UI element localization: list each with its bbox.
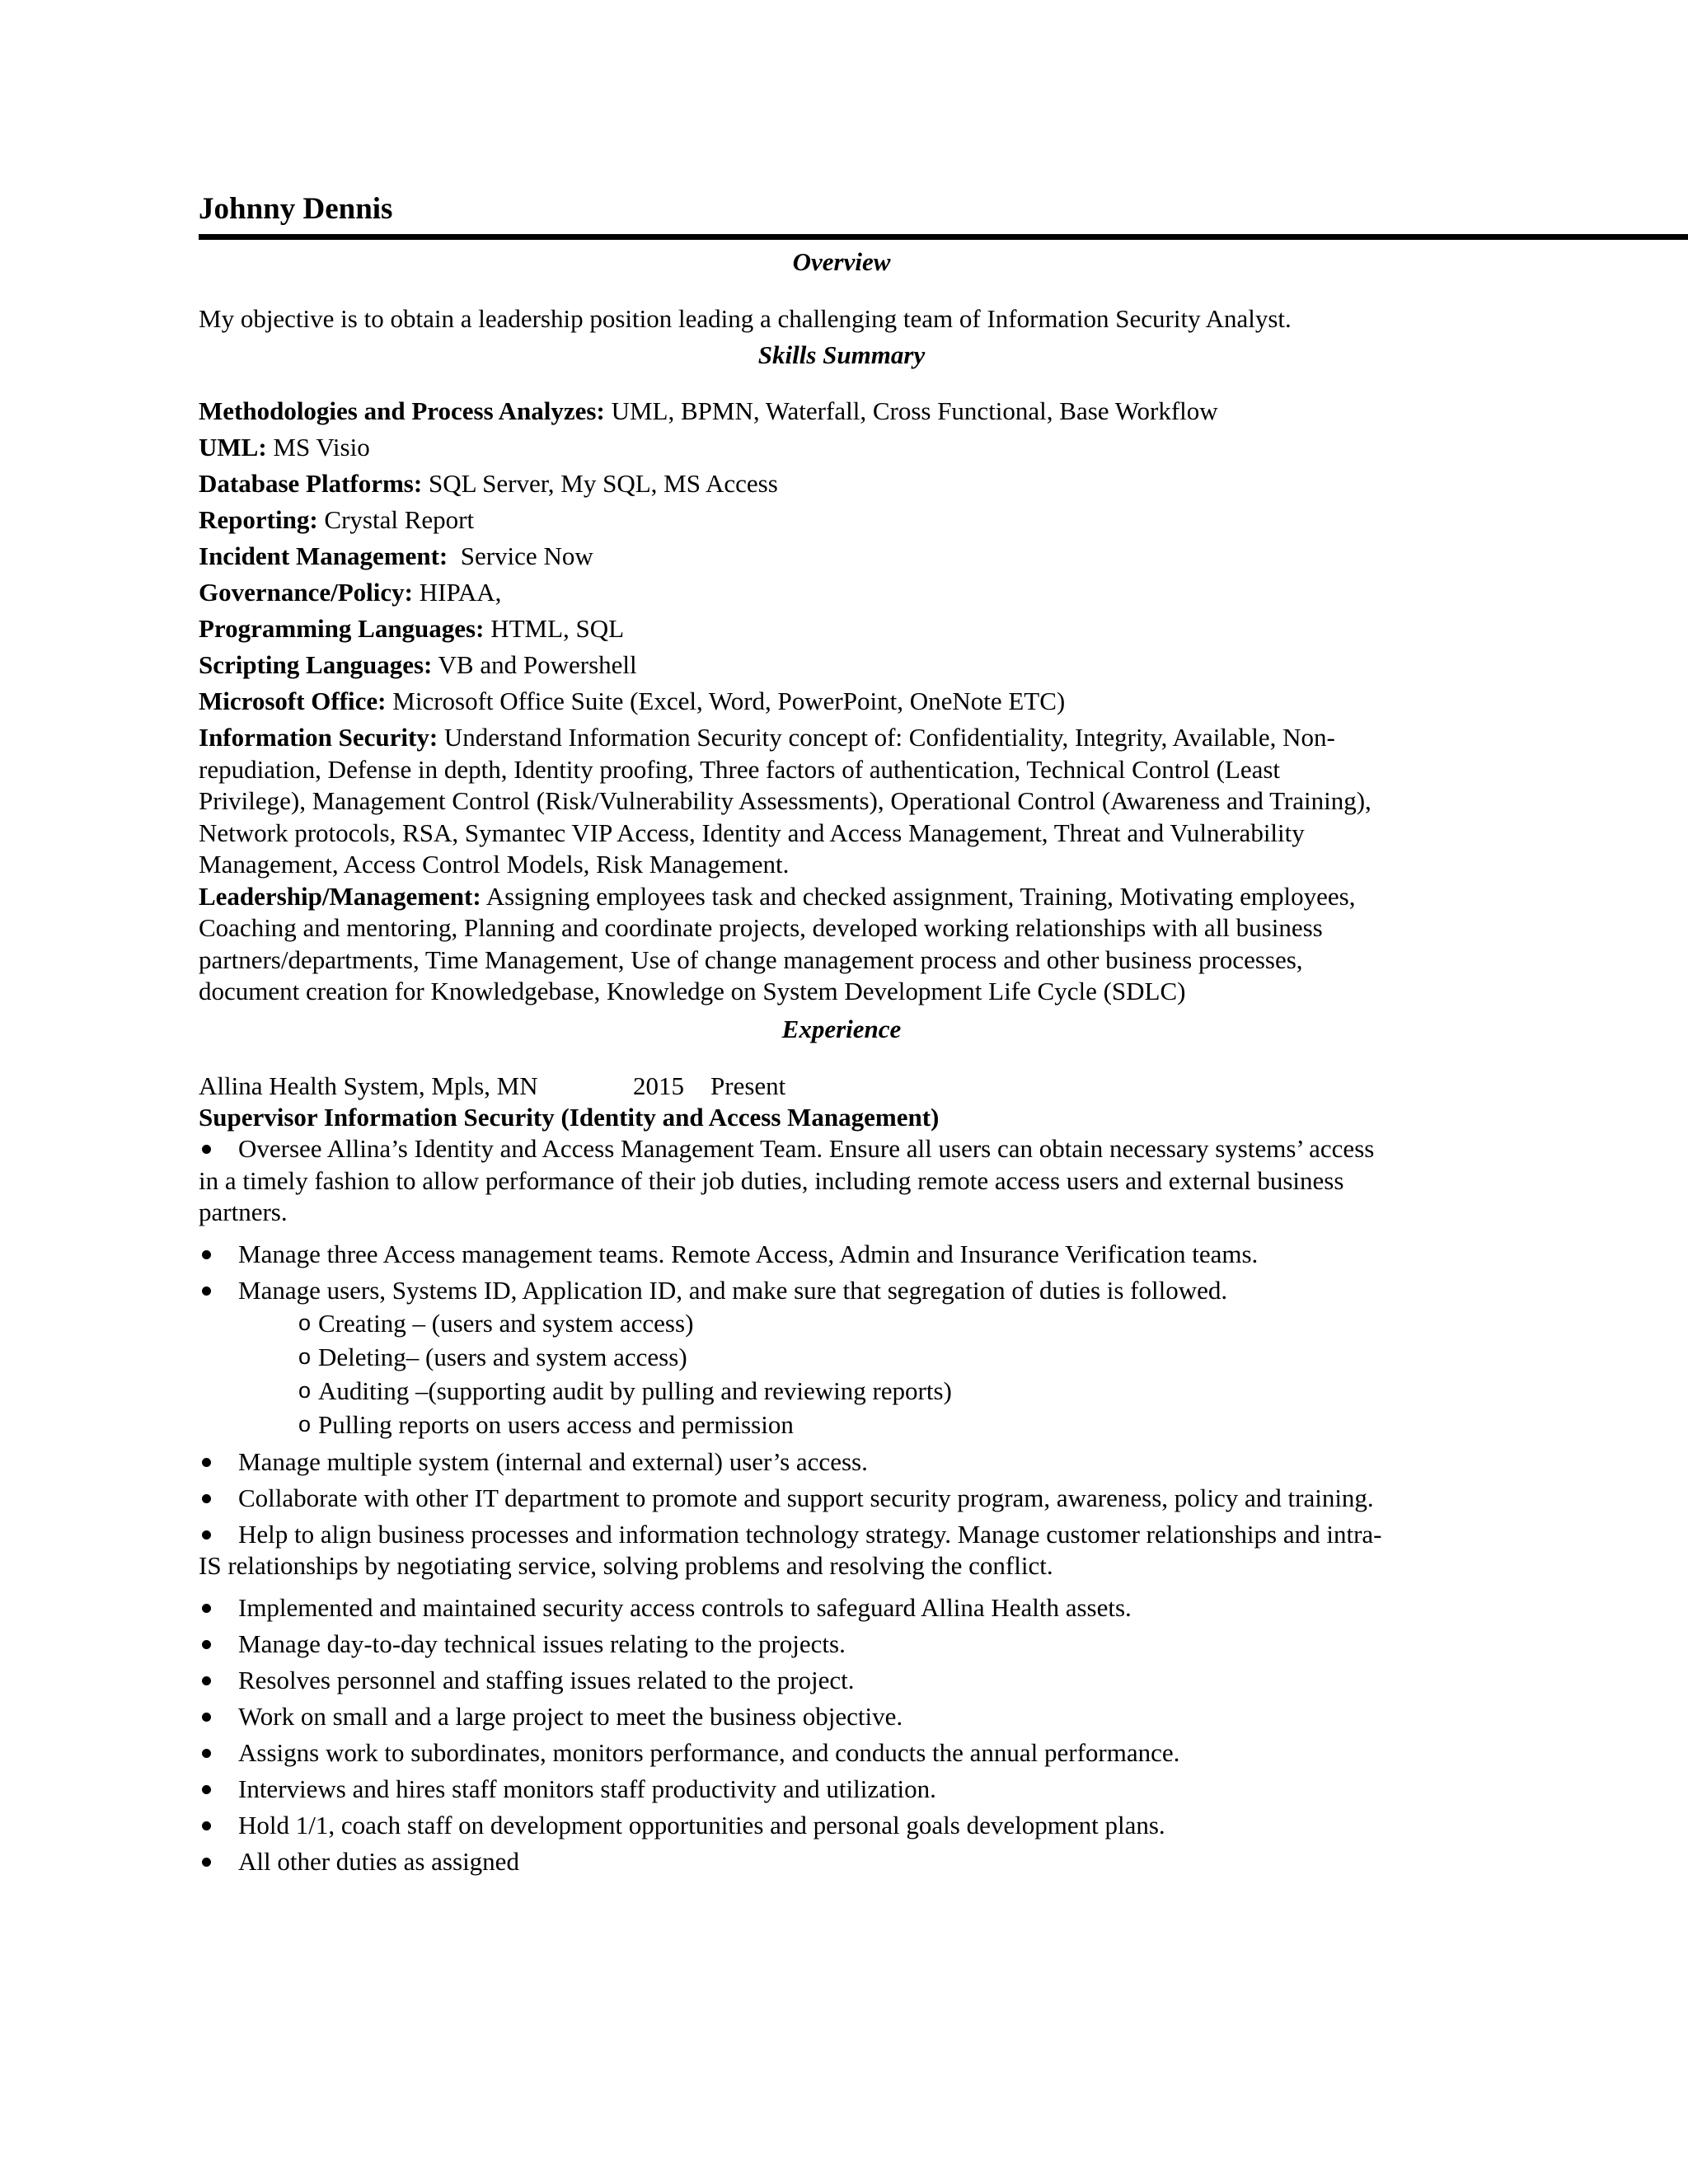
list-item [199,1810,1484,1841]
skill-value-line: document creation for Knowledgebase, Knowledge on System Development Life Cycle (SDLC) [199,977,1186,1005]
list-item [199,1665,1484,1696]
job-end: Present [710,1071,786,1100]
employer: Allina Health System, Mpls, MN [199,1071,538,1100]
skill-label: Database Platforms: [199,469,423,498]
duty-text: Implemented and maintained security access controls to safeguard Allina Health assets. [238,1592,1132,1622]
skill-value: Service Now [448,541,593,570]
job-employer-line [199,1071,786,1102]
skill-value: Crystal Report [317,505,475,534]
skill-label: Governance/Policy: [199,578,413,607]
duty-text: Manage day-to-day technical issues relating to the projects. [238,1629,846,1658]
bullet-icon [202,1530,211,1540]
skill-label: Information Security: [199,723,438,752]
list-item [199,1737,1484,1769]
skill-item [199,468,1484,499]
skill-value-line: partners/departments, Time Management, Use of change management process and other business processes, [199,944,1303,974]
list-item [199,1133,1484,1229]
duty-text: All other duties as assigned [238,1846,519,1876]
duty-text: Oversee Allina’s Identity and Access Management Team. Ensure all users can obtain necessary systems’ access [238,1134,1375,1163]
duty-text: Manage three Access management teams. Remote Access, Admin and Insurance Verification teams. [238,1239,1259,1268]
bullet-icon [202,1286,211,1296]
list-item [199,1446,1484,1478]
overview-heading: Overview [792,247,891,276]
skill-item-information-security [199,722,1484,881]
bullet-icon [202,1821,211,1830]
list-item [199,1239,1484,1270]
duty-text: Manage multiple system (internal and external) user’s access. [238,1446,868,1476]
skill-label: Programming Languages: [199,614,485,643]
overview-text: My objective is to obtain a leadership position leading a challenging team of Information Security Analyst. [199,304,1292,333]
list-item [199,1592,1484,1624]
skill-value-line: Privilege), Management Control (Risk/Vulnerability Assessments), Operational Control (Awareness and Training), [199,786,1372,815]
skill-item [199,686,1484,717]
skills-heading: Skills Summary [757,340,926,369]
duty-text: Help to align business processes and information technology strategy. Manage customer relationships and intra- [238,1519,1382,1549]
bullet-icon [202,1676,211,1685]
skill-value: SQL Server, My SQL, MS Access [422,469,778,498]
sub-duty-text: Auditing –(supporting audit by pulling and reviewing reports) [318,1376,952,1405]
duty-text: Hold 1/1, coach staff on development opportunities and personal goals development plans. [238,1810,1165,1840]
skill-label: Leadership/Management: [199,881,481,911]
sub-list-item [199,1374,1484,1408]
skill-value-line: Management, Access Control Models, Risk Management. [199,850,790,879]
skill-item [199,613,1484,644]
skill-value: VB and Powershell [432,650,637,679]
skill-item [199,504,1484,536]
bullet-icon [202,1749,211,1758]
sub-list-item [199,1340,1484,1374]
candidate-name: Johnny Dennis [199,192,393,226]
skill-value-line: Network protocols, RSA, Symantec VIP Access, Identity and Access Management, Threat and Vulnerability [199,818,1305,847]
duty-text: Manage users, Systems ID, Application ID, and make sure that segregation of duties is followed. [238,1275,1228,1305]
skill-item [199,432,1484,463]
skill-item-leadership [199,881,1484,1008]
skill-value: Microsoft Office Suite (Excel, Word, PowerPoint, OneNote ETC) [386,687,1066,715]
list-item [199,1275,1484,1306]
sub-list-item [199,1306,1484,1340]
duty-text: partners. [199,1197,288,1226]
header-rule [199,234,1688,240]
bullet-icon [202,1250,211,1259]
list-item [199,1701,1484,1732]
duty-text: Assigns work to subordinates, monitors performance, and conducts the annual performance. [238,1737,1180,1767]
skill-label: UML: [199,433,267,462]
circle-bullet-icon: o [298,1343,312,1369]
skill-item [199,396,1484,427]
bullet-icon [202,1494,211,1503]
skills-list [199,396,1484,1008]
skill-value: HTML, SQL [484,614,625,643]
duties-list [199,1133,1484,1882]
skill-label: Incident Management: [199,541,448,570]
skill-value: MS Visio [266,433,370,462]
bullet-icon [202,1604,211,1613]
list-item [199,1519,1484,1582]
sub-duty-text: Pulling reports on users access and permission [318,1409,794,1439]
list-item [199,1846,1484,1877]
sub-list-item [199,1408,1484,1441]
bullet-icon [202,1858,211,1867]
circle-bullet-icon: o [298,1377,312,1403]
skill-value-line: Coaching and mentoring, Planning and coordinate projects, developed working relationships with all business [199,913,1323,942]
list-item [199,1774,1484,1805]
duty-text: Resolves personnel and staffing issues related to the project. [238,1665,855,1694]
skill-value: UML, BPMN, Waterfall, Cross Functional, Base Workflow [604,396,1218,425]
job-title: Supervisor Information Security (Identity and Access Management) [199,1103,940,1132]
bullet-icon [202,1713,211,1722]
skill-value-line: repudiation, Defense in depth, Identity proofing, Three factors of authentication, Technical Control (Least [199,754,1281,784]
skill-item [199,649,1484,681]
bullet-icon [202,1785,211,1794]
circle-bullet-icon: o [298,1411,312,1436]
list-item [199,1629,1484,1660]
skill-label: Scripting Languages: [199,650,433,679]
skill-value: HIPAA, [413,578,502,607]
duty-text: Collaborate with other IT department to promote and support security program, awareness, policy and training. [238,1483,1374,1512]
skill-label: Reporting: [199,505,318,534]
duty-text: Work on small and a large project to meet the business objective. [238,1701,903,1731]
bullet-icon [202,1145,211,1154]
skill-value-line: Understand Information Security concept of: Confidentiality, Integrity, Available, Non- [438,723,1335,752]
duty-text: Interviews and hires staff monitors staff productivity and utilization. [238,1774,936,1803]
skill-item [199,541,1484,572]
sub-duty-text: Deleting– (users and system access) [318,1342,687,1371]
skill-value-line: Assigning employees task and checked assignment, Training, Motivating employees, [481,881,1356,911]
skill-item [199,577,1484,608]
circle-bullet-icon: o [298,1310,312,1335]
skill-label: Methodologies and Process Analyzes: [199,396,605,425]
job-start-year: 2015 [633,1071,684,1100]
duty-text: IS relationships by negotiating service, solving problems and resolving the conflict. [199,1551,1053,1580]
bullet-icon [202,1458,211,1467]
skill-label: Microsoft Office: [199,687,387,715]
experience-heading: Experience [781,1015,902,1043]
bullet-icon [202,1640,211,1649]
list-item [199,1483,1484,1514]
duty-text: in a timely fashion to allow performance of their job duties, including remote access users and external business [199,1165,1344,1195]
sub-duty-text: Creating – (users and system access) [318,1308,694,1338]
